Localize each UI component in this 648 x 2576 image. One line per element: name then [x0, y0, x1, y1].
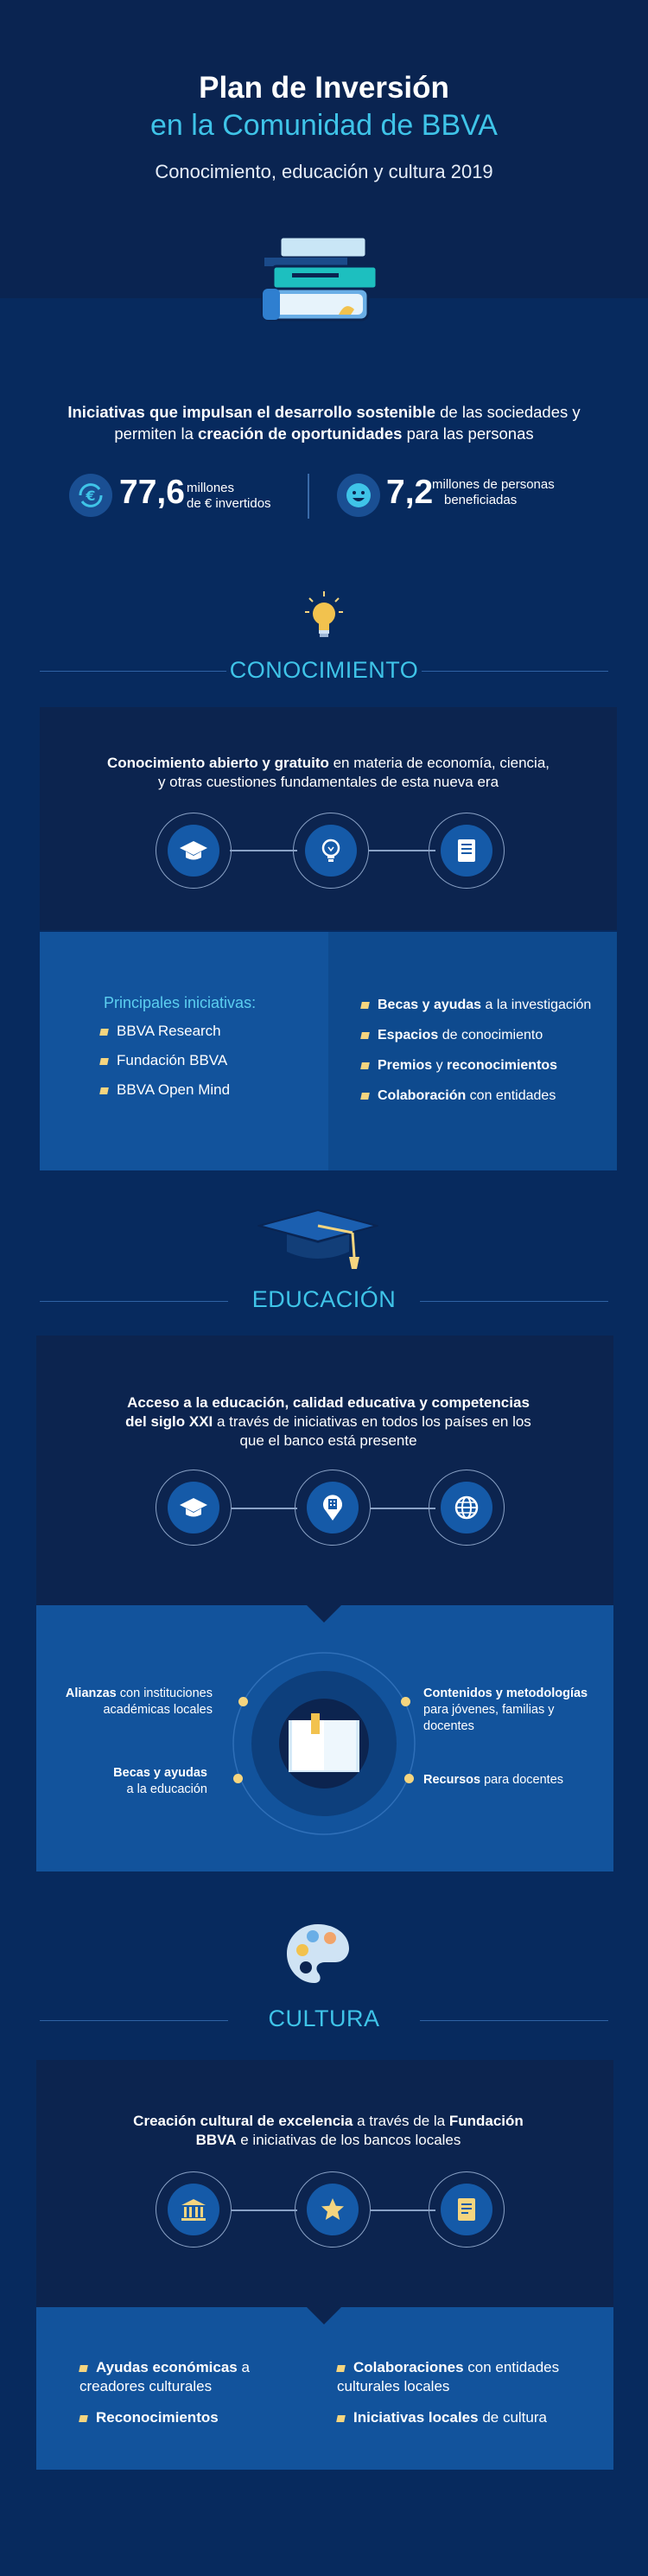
list-item: Colaboración con entidades	[361, 1087, 556, 1106]
smiley-icon	[337, 474, 380, 517]
list-item: BBVA Open Mind	[100, 1081, 230, 1100]
hub-dot	[238, 1697, 248, 1706]
section-title-educacion: EDUCACIÓN	[251, 1286, 397, 1312]
list-item: Espacios de conocimiento	[361, 1026, 543, 1045]
panel-pointer	[307, 2307, 341, 2324]
cultura-description: Creación cultural de excelencia a través de la Fundación BBVA e iniciativas de los bancos locales	[133, 2113, 524, 2148]
ring-location	[295, 1470, 371, 1546]
ring-document	[429, 813, 505, 889]
education-hub	[232, 1651, 416, 1836]
graduation-cap-illustration	[257, 1207, 378, 1272]
educacion-description: Acceso a la educación, calidad educativa y competencias del siglo XXI a través de iniciativas en todos los países en los que el banco está presente	[125, 1394, 531, 1449]
ring-globe	[429, 1470, 505, 1546]
stat-beneficiaries-label: millones de personas beneficiadas	[432, 477, 555, 507]
lightbulb-small-icon	[318, 837, 344, 864]
section-title-conocimiento: CONOCIMIENTO	[229, 657, 419, 683]
edu-item-alianzas: Alianzas con instituciones académicas locales	[65, 1687, 213, 1717]
section-divider-left	[40, 671, 226, 672]
euro-refresh-icon	[69, 474, 112, 517]
section-divider-left	[40, 2020, 228, 2021]
lightbulb-icon	[304, 590, 344, 641]
graduation-cap-icon	[178, 1495, 209, 1521]
connector-line	[370, 1508, 435, 1509]
globe-icon	[453, 1494, 480, 1521]
list-item: Reconocimientos	[79, 2408, 278, 2427]
stats-divider	[308, 474, 309, 519]
ring-graduation	[156, 1470, 232, 1546]
connector-line	[232, 1508, 297, 1509]
page-title-line2: en la Comunidad de BBVA	[150, 109, 498, 142]
hub-dot	[233, 1774, 243, 1783]
ring-book	[429, 2171, 505, 2248]
stat-invested-label: millones de € invertidos	[187, 481, 271, 511]
connector-line	[230, 850, 297, 851]
star-icon	[319, 2196, 346, 2223]
list-item: Iniciativas locales de cultura	[337, 2408, 579, 2427]
section-divider-right	[420, 1301, 608, 1302]
edu-item-becas: Becas y ayudas a la educación	[113, 1766, 207, 1796]
edu-item-contenidos: Contenidos y metodologías para jóvenes, familias y docentes	[423, 1687, 588, 1733]
list-item: Becas y ayudas a la investigación	[361, 996, 591, 1015]
section-divider-left	[40, 1301, 228, 1302]
document-icon	[455, 837, 478, 864]
ring-graduation	[156, 813, 232, 889]
graduation-cap-icon	[178, 838, 209, 864]
ring-museum	[156, 2171, 232, 2248]
list-item: Premios y reconocimientos	[361, 1056, 557, 1075]
stat-beneficiaries-value: 7,2	[386, 474, 434, 511]
list-item: Ayudas económicas a creadores culturales	[79, 2359, 250, 2394]
stat-invested-value: 77,6	[119, 474, 185, 511]
museum-icon	[180, 2197, 207, 2222]
edu-item-recursos: Recursos para docentes	[423, 1773, 564, 1787]
connector-line	[232, 2209, 297, 2211]
panel-pointer	[307, 1605, 341, 1623]
book-icon	[455, 2196, 478, 2223]
connector-line	[368, 850, 435, 851]
page-subtitle: Conocimiento, educación y cultura 2019	[155, 161, 493, 182]
svg-text:€: €	[86, 488, 96, 504]
initiatives-title: Principales iniciativas:	[104, 994, 257, 1011]
hub-dot	[404, 1774, 414, 1783]
features-panel	[328, 932, 617, 1170]
conocimiento-description: Conocimiento abierto y gratuito en materia de economía, ciencia, y otras cuestiones fundamentales de esta nueva era	[106, 755, 550, 790]
intro-text: Iniciativas que impulsan el desarrollo sostenible de las sociedades y permiten la creación de oportunidades para las personas	[67, 403, 581, 443]
location-building-icon	[321, 1493, 345, 1522]
list-item: Fundación BBVA	[100, 1051, 227, 1070]
section-divider-right	[420, 2020, 608, 2021]
list-item: BBVA Research	[100, 1022, 221, 1041]
hub-dot	[401, 1697, 410, 1706]
section-title-cultura: CULTURA	[268, 2005, 380, 2031]
books-icon	[259, 232, 389, 335]
ring-star	[295, 2171, 371, 2248]
list-item: Colaboraciones con entidades culturales locales	[337, 2359, 560, 2394]
connector-line	[370, 2209, 435, 2211]
page-title: Plan de Inversión	[199, 71, 449, 105]
ring-idea	[293, 813, 369, 889]
palette-icon	[283, 1921, 353, 1986]
section-divider-right	[422, 671, 608, 672]
